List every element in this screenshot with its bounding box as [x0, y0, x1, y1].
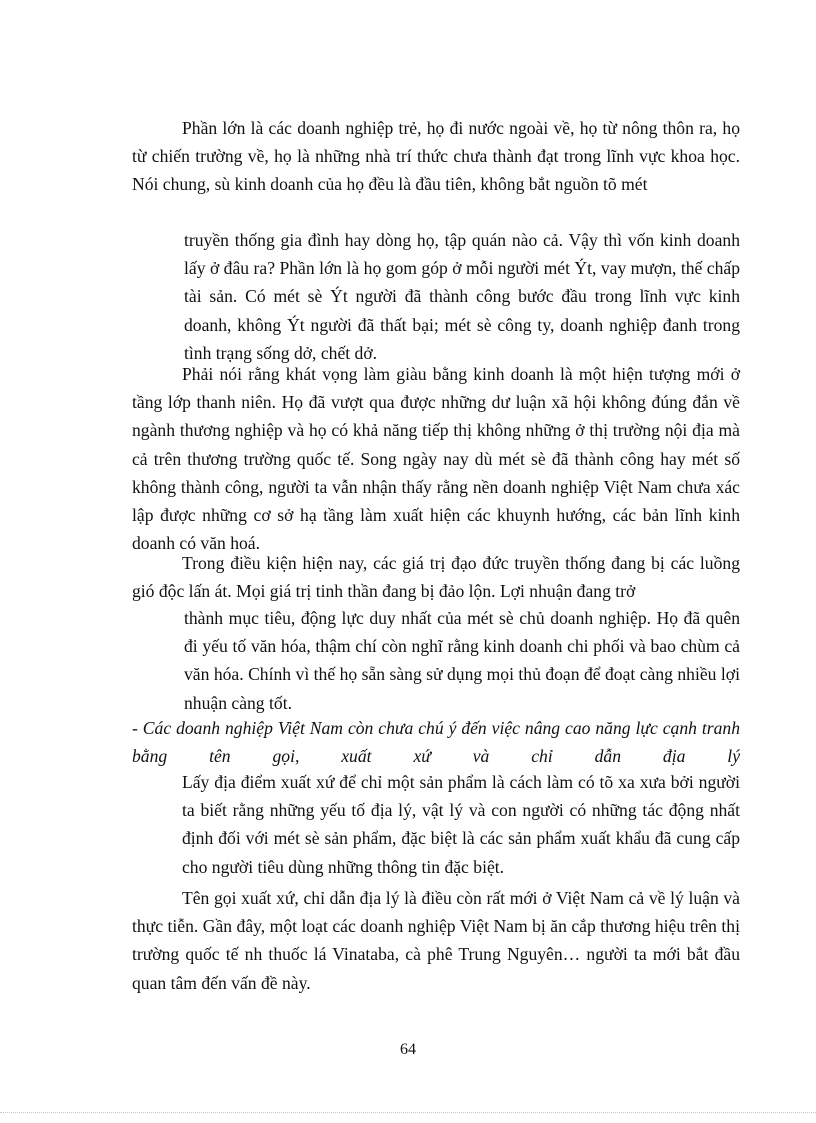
paragraph-aspiration: Phải nói rằng khát vọng làm giàu bằng kinh doanh là một hiện tượng mới ở tầng lớp thanh niên. Họ đã vượt qua được những dư luận xã hội không đúng đắn về ngành thương nghiệp và họ có khả năng tiếp thị không những ở thị trường nội địa mà cả trên thương trường quốc tế. Song ngày nay dù mét sè đã thành công hay mét số không thành công, người ta vẫn nhận thấy rằng nền doanh nghiệp Việt Nam chưa xác lập được những cơ sở hạ tầng làm xuất hiện các khuynh hướng, các bản lĩnh kinh doanh có văn hoá.: [132, 364, 740, 554]
paragraph-intro: Phần lớn là các doanh nghiệp trẻ, họ đi nước ngoài về, họ từ nông thôn ra, họ từ chiến trường về, họ là những nhà trí thức chưa thành đạt trong lĩnh vực khoa học. Nói chung, sù kinh doanh của họ đều là đầu tiên, không bắt nguồn tõ mét: [132, 118, 740, 195]
paragraph-geographic-indication: Tên gọi xuất xứ, chỉ dẫn địa lý là điều còn rất mới ở Việt Nam cả về lý luận và thực tiễn. Gần đây, một loạt các doanh nghiệp Việt Nam bị ăn cắp thương hiệu trên thị trường quốc tế nh thuốc lá Vinataba, cà phê Trung Nguyên… người ta mới bắt đầu quan tâm đến vấn đề này.: [132, 888, 740, 993]
paragraph-competitiveness-heading: - Các doanh nghiệp Việt Nam còn chưa chú ý đến việc nâng cao năng lực cạnh tranh bằng tên gọi, xuất xứ và chỉ dẫn địa lý: [132, 718, 740, 767]
paragraph-origin: Lấy địa điểm xuất xứ để chỉ một sản phẩm là cách làm có tõ xa xưa bởi người ta biết rằng những yếu tố địa lý, vật lý và con người có những tác động nhất định đối với mét sè sản phẩm, đặc biệt là các sản phẩm xuất khẩu đã cung cấp cho người tiêu dùng những thông tin đặc biệt.: [182, 772, 740, 877]
paragraph-conditions: Trong điều kiện hiện nay, các giá trị đạo đức truyền thống đang bị các luồng gió độc lấn át. Mọi giá trị tinh thần đang bị đảo lộn. Lợi nhuận đang trở: [132, 553, 740, 602]
paragraph-capital: truyền thống gia đình hay dòng họ, tập quán nào cả. Vậy thì vốn kinh doanh lấy ở đâu ra? Phần lớn là họ gom góp ở mỗi người mét Ýt, vay mượn, thế chấp tài sản. Có mét sè Ýt người đã thành công bước đầu trong lĩnh vực kinh doanh, không Ýt người đã thất bại; mét sè công ty, doanh nghiệp đanh trong tình trạng sống dở, chết dở.: [184, 230, 740, 363]
page-number: 64: [400, 1041, 416, 1058]
page-bottom-divider: [0, 1112, 816, 1113]
paragraph-profit: thành mục tiêu, động lực duy nhất của mét sè chủ doanh nghiệp. Họ đã quên đi yếu tố văn hóa, thậm chí còn nghĩ rằng kinh doanh chi phối và bao chùm cả văn hóa. Chính vì thế họ sẵn sàng sử dụng mọi thủ đoạn để đoạt càng nhiều lợi nhuận càng tốt.: [184, 608, 740, 713]
